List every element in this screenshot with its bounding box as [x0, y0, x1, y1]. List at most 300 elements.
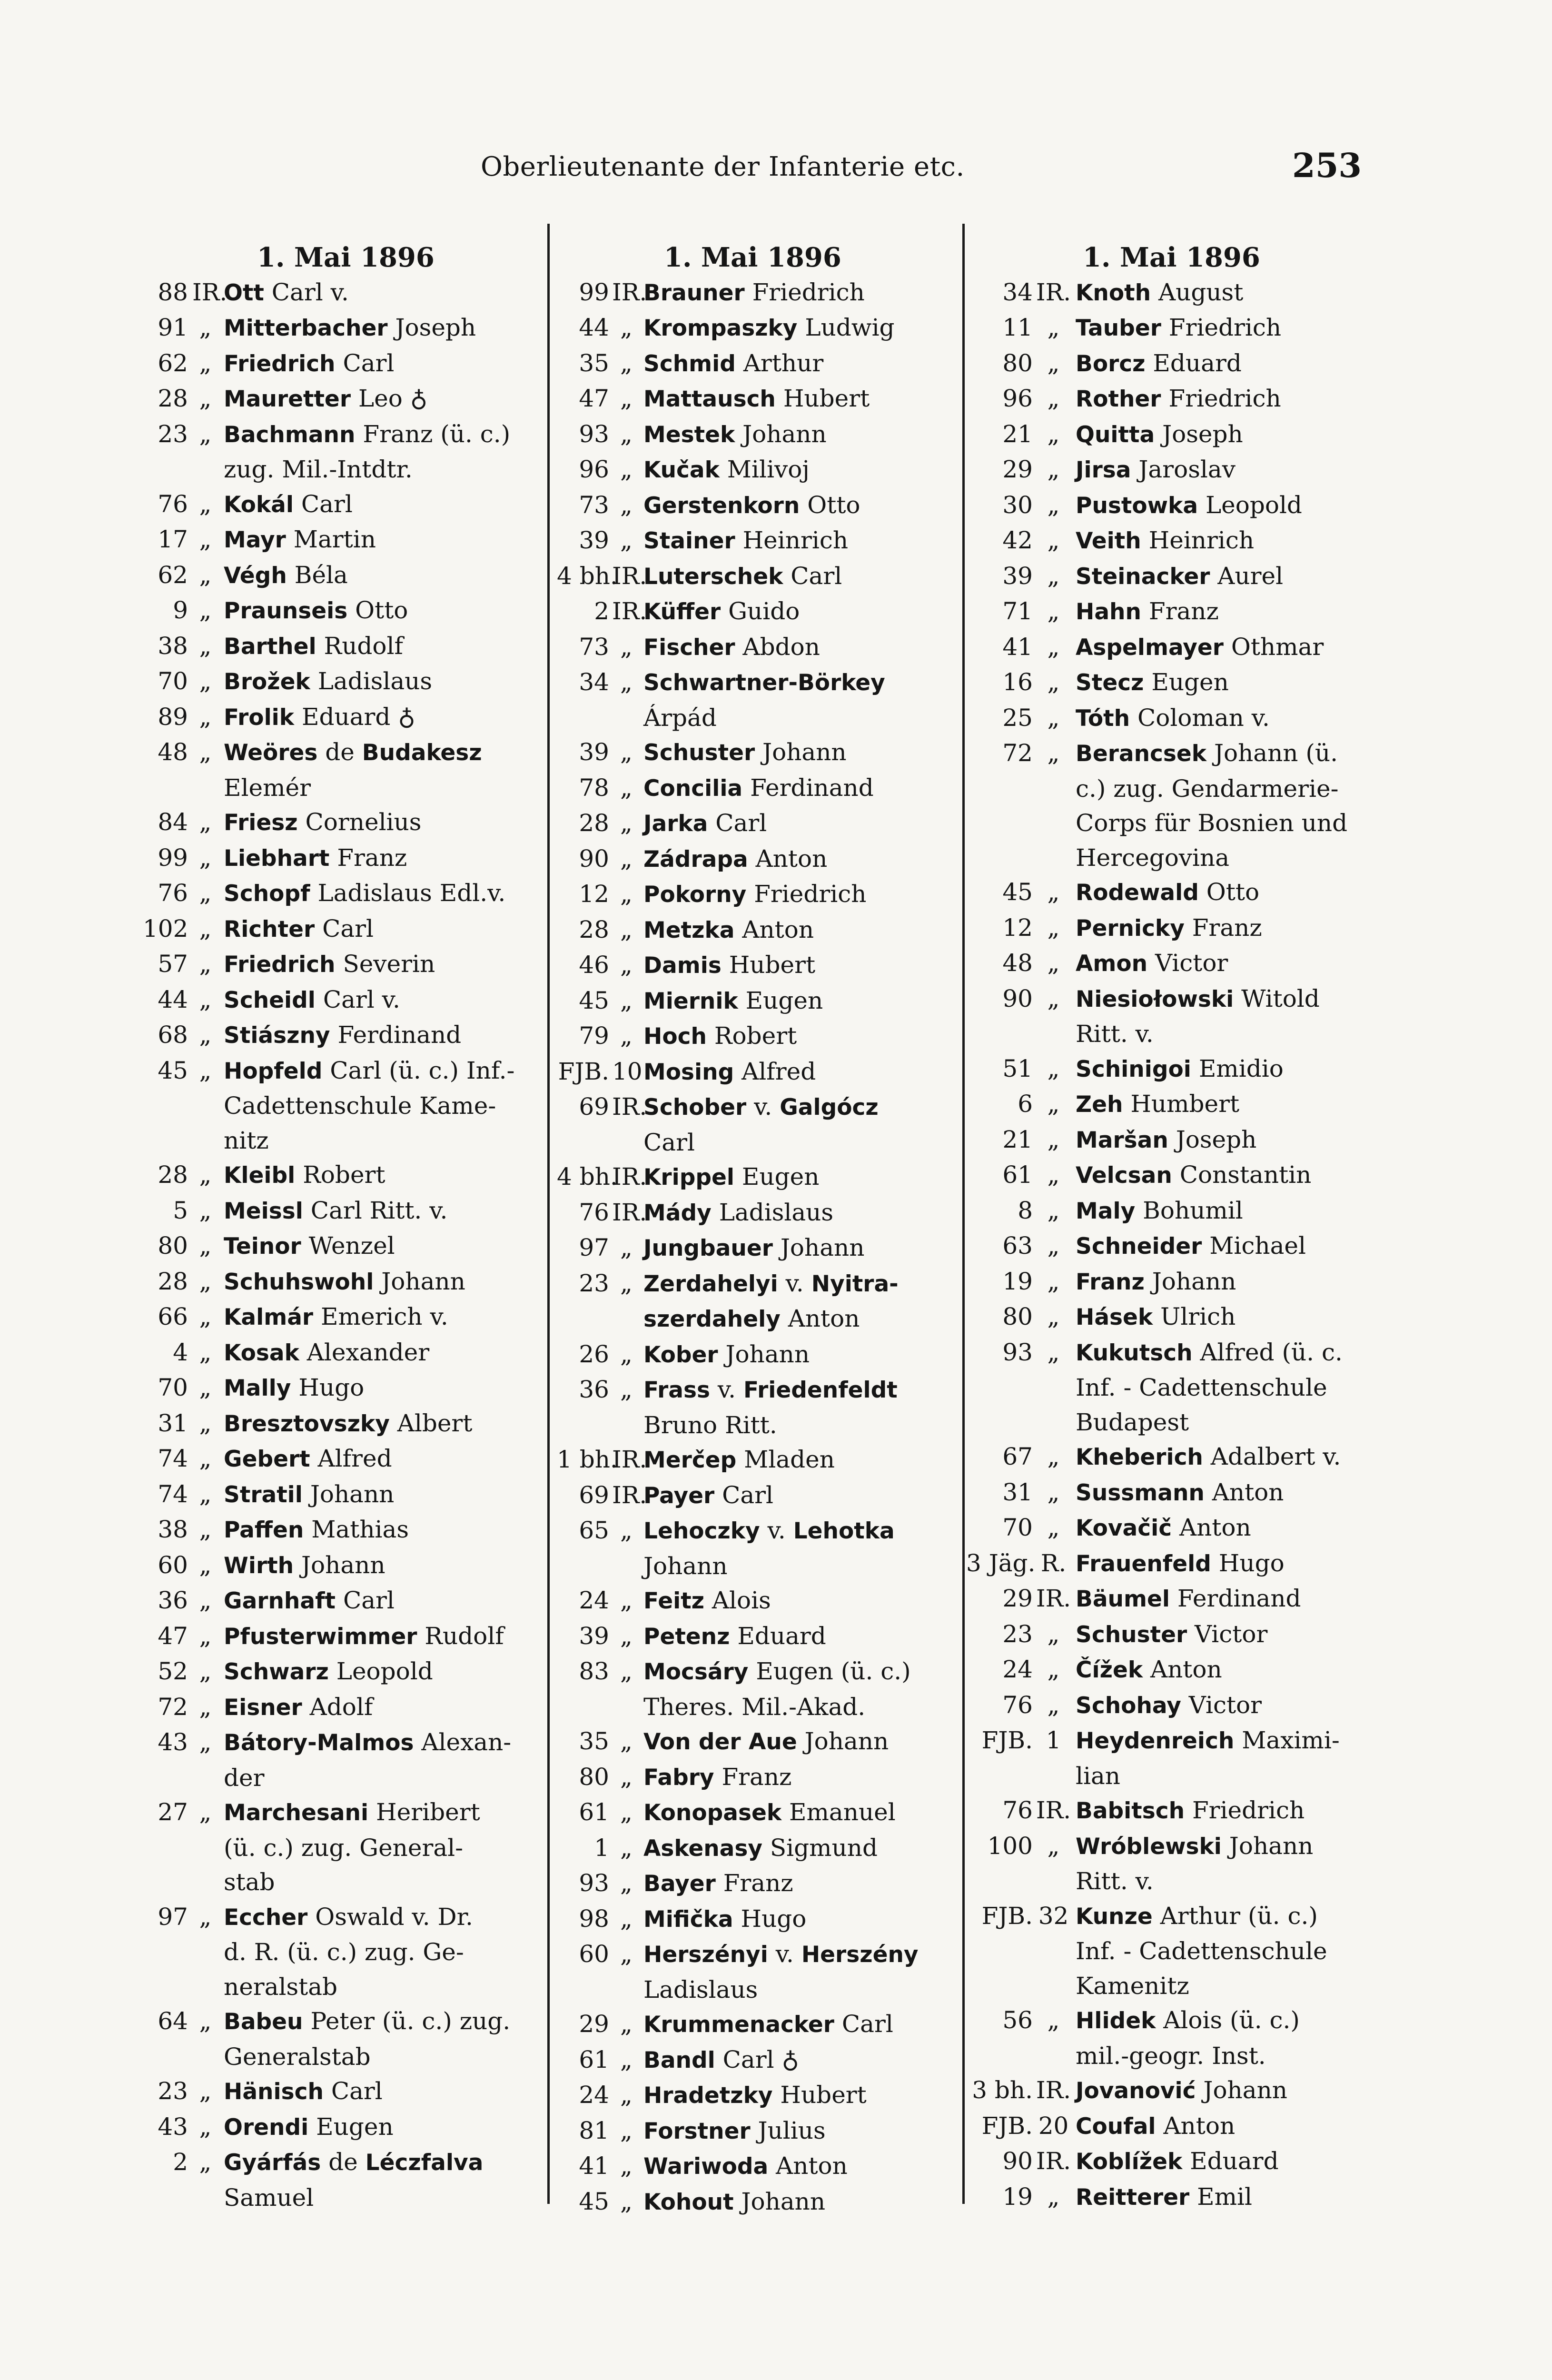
name-line: [224, 1299, 533, 1335]
officer-entry: [966, 310, 1361, 346]
given-name: Franz: [1192, 913, 1262, 942]
name-line: [1076, 1087, 1361, 1122]
surname: Askenasy: [643, 1835, 763, 1862]
officer-entry: [966, 982, 1361, 1051]
surname: Weöres: [224, 740, 318, 766]
unit-abbrev: „: [1047, 1232, 1060, 1259]
regiment-number: 38: [158, 1516, 188, 1543]
officer-entry: [143, 381, 533, 417]
officer-entry: [143, 1229, 533, 1264]
regiment-number: 30: [1002, 491, 1033, 519]
officer-entry: [557, 1795, 957, 1831]
officer-entry: [557, 2007, 957, 2043]
unit-abbrev: „: [620, 880, 633, 908]
unit-abbrev: „: [199, 1728, 212, 1756]
name-line: [1076, 982, 1361, 1017]
surname: Maršan: [1076, 1127, 1168, 1153]
regiment-number: FJB.: [981, 2112, 1033, 2140]
given-name: Peter (ü. c.) zug.: [310, 2007, 511, 2035]
officer-entry: [966, 1335, 1361, 1440]
unit-abbrev: „: [620, 915, 633, 943]
unit-abbrev: „: [620, 633, 633, 661]
surname: Scheidl: [224, 987, 316, 1013]
regiment-number: 97: [158, 1903, 188, 1931]
unit-abbrev: „: [620, 314, 633, 341]
officer-entry: [143, 1477, 533, 1513]
name-line: [224, 947, 533, 982]
continuation-line: Generalstab: [224, 2043, 371, 2071]
officer-entry: [143, 1795, 533, 1900]
regiment-number: 48: [158, 738, 188, 766]
given-name: Johann: [762, 738, 847, 766]
regiment-number: 43: [158, 2112, 188, 2141]
given-name: Ferdinand: [1177, 1585, 1301, 1612]
officer-entry: [557, 1090, 957, 1160]
continuation-line: Carl: [643, 1128, 695, 1156]
given-name: Robert: [714, 1022, 797, 1050]
officer-entry: [143, 876, 533, 912]
officer-entry: [557, 630, 957, 665]
officer-entry: [143, 417, 533, 487]
officer-entry: [557, 1619, 957, 1655]
regiment-number: 42: [1002, 526, 1033, 554]
given-name: Alois (ü. c.): [1163, 2006, 1300, 2034]
surname: Rodewald: [1076, 880, 1199, 906]
officer-entry: [557, 1937, 957, 2007]
officer-entry: [557, 1442, 957, 1478]
unit-abbrev: „: [620, 420, 633, 448]
officer-entry: [143, 487, 533, 523]
officer-entry: [557, 275, 957, 311]
regiment-number: FJB.: [981, 1902, 1033, 1930]
surname: Friesz: [224, 810, 298, 836]
surname: Concilia: [643, 775, 743, 802]
name-line: [643, 1478, 957, 1514]
surname: Mayr: [224, 527, 286, 553]
column-divider: [547, 224, 550, 2204]
officer-entry: [966, 275, 1361, 311]
unit-abbrev: „: [1047, 1514, 1060, 1541]
officer-entry: [966, 1193, 1361, 1229]
officer-entry: [966, 1617, 1361, 1653]
unit-abbrev: „: [1047, 704, 1060, 732]
surname: Hahn: [1076, 599, 1141, 625]
given-name: Ladislaus: [317, 667, 433, 695]
regiment-number: 70: [158, 667, 188, 695]
name-line: [643, 735, 957, 771]
continuation-line: Inf. - Cadettenschule: [1076, 1937, 1327, 1965]
regiment-number: 69: [579, 1093, 609, 1121]
surname: Mauretter: [224, 386, 351, 412]
unit-abbrev: „: [1047, 1656, 1060, 1683]
given-name: August: [1158, 278, 1244, 306]
regiment-number: 80: [158, 1232, 188, 1259]
officer-list: [966, 275, 1361, 2215]
unit-abbrev: „: [620, 668, 633, 696]
given-name: Bohumil: [1143, 1196, 1243, 1224]
given-name: Anton: [742, 915, 814, 943]
unit-abbrev: IR.: [1036, 2076, 1071, 2104]
regiment-number: 78: [579, 774, 609, 802]
officer-entry: [557, 1160, 957, 1195]
regiment-number: 29: [1002, 456, 1033, 483]
name-line: [224, 1619, 533, 1655]
unit-abbrev: „: [199, 1798, 212, 1826]
unit-abbrev: IR.: [1036, 1585, 1071, 1612]
unit-abbrev: „: [1047, 491, 1060, 519]
name-line: [643, 806, 957, 842]
given-name: Anton: [1150, 1656, 1222, 1683]
surname: Jirsa: [1076, 457, 1131, 483]
surname: Kučak: [643, 457, 720, 483]
officer-entry: [557, 523, 957, 559]
name-line: [643, 523, 957, 559]
regiment-number: 28: [158, 1161, 188, 1189]
surname: Kokál: [224, 491, 294, 518]
continuation-line: Kamenitz: [1076, 1972, 1189, 2000]
name-line: [224, 2145, 533, 2181]
name-line: [224, 982, 533, 1018]
unit-abbrev: „: [620, 1269, 633, 1297]
name-line: [643, 1513, 957, 1549]
surname: Von der Aue: [643, 1729, 797, 1755]
officer-entry: [557, 381, 957, 417]
column-divider: [962, 224, 965, 2204]
regiment-number: 24: [579, 2081, 609, 2109]
name-line: [1076, 2180, 1361, 2215]
surname-part: Lehotka: [793, 1518, 895, 1544]
surname: Miernik: [643, 988, 738, 1014]
unit-abbrev: „: [1047, 597, 1060, 625]
given-name: Eduard: [737, 1622, 826, 1650]
column-right: [966, 240, 1361, 2215]
regiment-number: 8: [1018, 1196, 1033, 1224]
given-name: v.: [767, 1517, 786, 1544]
regiment-number: 61: [579, 1798, 609, 1826]
given-name: Carl Ritt. v.: [310, 1196, 448, 1224]
surname: Hásek: [1076, 1304, 1153, 1330]
regiment-number: 90: [1002, 984, 1033, 1012]
unit-abbrev: „: [199, 879, 212, 907]
surname: Stiászny: [224, 1022, 330, 1049]
given-name: Carl: [722, 1481, 774, 1509]
surname: Schuster: [643, 740, 755, 766]
officer-entry: [966, 381, 1361, 417]
surname: Eccher: [224, 1904, 308, 1931]
regiment-number: 62: [158, 561, 188, 589]
unit-abbrev: „: [620, 1798, 633, 1826]
continuation-line: nitz: [224, 1126, 269, 1154]
surname: Mattausch: [643, 386, 776, 412]
officer-entry: [143, 1619, 533, 1655]
name-line: [1076, 417, 1361, 453]
surname-part: Friedenfeldt: [743, 1377, 898, 1403]
regiment-number: 35: [579, 349, 609, 377]
column-heading: 1. Mai 1896: [1083, 242, 1260, 273]
name-line: [224, 1406, 533, 1442]
unit-abbrev: „: [620, 2081, 633, 2109]
officer-entry: [143, 735, 533, 805]
given-name: Otto: [355, 596, 408, 624]
surname: Krippel: [643, 1164, 734, 1190]
given-name: Anton: [1212, 1478, 1284, 1506]
officer-entry: [966, 911, 1361, 946]
name-line: [224, 522, 533, 558]
given-name: Constantin: [1179, 1161, 1312, 1189]
name-line: [224, 735, 533, 771]
regiment-number: 93: [579, 420, 609, 448]
name-line: [1076, 875, 1361, 911]
name-line: [224, 1725, 533, 1761]
officer-entry: [557, 1724, 957, 1760]
officer-entry: [557, 2184, 957, 2220]
name-line: [643, 1337, 957, 1373]
regiment-number: 38: [158, 632, 188, 660]
officer-entry: [143, 1725, 533, 1795]
given-name: v.: [785, 1269, 804, 1297]
surname: Praunseis: [224, 598, 348, 624]
surname: Metzka: [643, 917, 735, 943]
continuation-line: szerdahely Anton: [643, 1305, 860, 1332]
continuation-line: Budapest: [1076, 1408, 1189, 1436]
unit-abbrev: „: [620, 1763, 633, 1791]
name-line: [1076, 1229, 1361, 1264]
name-line: [643, 1654, 957, 1690]
surname: Kheberich: [1076, 1444, 1203, 1470]
regiment-number: 99: [158, 843, 188, 872]
officer-entry: [557, 1372, 957, 1442]
officer-entry: [143, 1018, 533, 1053]
name-line: [224, 1053, 533, 1089]
regiment-number: 79: [579, 1022, 609, 1050]
name-line: [224, 1229, 533, 1264]
officer-entry: [557, 1195, 957, 1231]
unit-abbrev: „: [1047, 1478, 1060, 1506]
given-name: Carl: [322, 914, 374, 942]
given-name: Victor: [1195, 1620, 1268, 1648]
surname: Teinor: [224, 1233, 301, 1259]
name-line: [1076, 488, 1361, 524]
given-name: Franz (ü. c.): [363, 420, 511, 448]
given-name: Heinrich: [742, 526, 849, 554]
surname: Hänisch: [224, 2079, 324, 2105]
unit-abbrev: „: [199, 1374, 212, 1401]
officer-entry: [966, 1510, 1361, 1546]
surname: Berancsek: [1076, 741, 1207, 767]
regiment-number: 62: [158, 349, 188, 377]
name-line: [643, 1831, 957, 1866]
officer-entry: [143, 1583, 533, 1619]
officer-entry: [966, 1299, 1361, 1335]
given-name: Anton: [1163, 2112, 1236, 2140]
unit-abbrev: IR.: [192, 278, 227, 306]
unit-abbrev: „: [1047, 1161, 1060, 1189]
surname: Kukutsch: [1076, 1339, 1193, 1366]
officer-entry: [143, 1335, 533, 1371]
name-line: [643, 1724, 957, 1760]
unit-abbrev: „: [620, 2116, 633, 2144]
name-line: [224, 1795, 533, 1831]
given-name: Alfred (ü. c.: [1200, 1338, 1343, 1366]
name-line: [1076, 1546, 1361, 1582]
name-line: [643, 948, 957, 983]
officer-entry: [557, 1266, 957, 1337]
given-name: Wenzel: [308, 1232, 395, 1259]
regiment-number: 63: [1002, 1232, 1033, 1259]
unit-abbrev: „: [199, 1551, 212, 1579]
name-line: [1076, 559, 1361, 595]
surname: Frauenfeld: [1076, 1550, 1211, 1577]
regiment-number: 1: [594, 1834, 609, 1862]
regiment-number: 102: [143, 914, 188, 942]
name-line: [1076, 1829, 1361, 1864]
surname: Wirth: [224, 1552, 294, 1579]
given-name: Arthur (ü. c.): [1160, 1902, 1318, 1930]
surname: Stecz: [1076, 670, 1144, 696]
name-line: [1076, 1051, 1361, 1087]
name-line: [643, 1795, 957, 1831]
name-line: [643, 2184, 957, 2220]
name-line: [1076, 523, 1361, 559]
surname: Petenz: [643, 1623, 730, 1650]
unit-abbrev: „: [1047, 633, 1060, 661]
regiment-number: 96: [579, 456, 609, 483]
name-line: [224, 912, 533, 947]
name-line: [1076, 346, 1361, 382]
unit-abbrev: „: [620, 1234, 633, 1261]
name-line: [1076, 1158, 1361, 1193]
officer-entry: [557, 2078, 957, 2113]
surname: Schuster: [1076, 1621, 1187, 1648]
regiment-number: 44: [579, 314, 609, 341]
regiment-number: 57: [158, 950, 188, 978]
officer-entry: [557, 912, 957, 948]
running-head: Oberlieutenante der Infanterie etc.: [481, 151, 965, 182]
unit-abbrev: „: [199, 1021, 212, 1049]
surname: Eisner: [224, 1694, 302, 1721]
unit-abbrev: „: [199, 632, 212, 660]
given-name: Eugen (ü. c.): [756, 1657, 911, 1685]
surname: Wariwoda: [643, 2153, 769, 2180]
officer-entry: [143, 1299, 533, 1335]
officer-entry: [557, 1654, 957, 1724]
surname: Jungbauer: [643, 1235, 773, 1261]
regiment-number: 69: [579, 1481, 609, 1509]
officer-entry: [966, 1051, 1361, 1087]
officer-entry: [966, 1475, 1361, 1511]
given-name: Maximi-: [1242, 1726, 1340, 1754]
surname: Liebhart: [224, 845, 330, 872]
unit-abbrev: „: [620, 986, 633, 1014]
given-name: Carl: [343, 1587, 395, 1614]
name-line: [1076, 1510, 1361, 1546]
unit-abbrev: R.: [1040, 1549, 1067, 1577]
given-name: v.: [717, 1376, 736, 1403]
continuation-line: Bruno Ritt.: [643, 1411, 777, 1439]
officer-entry: [143, 1158, 533, 1193]
surname: Schopf: [224, 881, 310, 907]
name-line: [1076, 1581, 1361, 1617]
name-line: [643, 842, 957, 877]
given-name: Hubert: [729, 951, 816, 979]
officer-entry: [966, 875, 1361, 911]
name-line: [224, 1583, 533, 1619]
unit-abbrev: „: [1047, 2006, 1060, 2034]
officer-entry: [557, 1513, 957, 1583]
name-line: [1076, 1688, 1361, 1724]
given-name: Carl v.: [323, 985, 400, 1013]
regiment-number: 98: [579, 1904, 609, 1933]
surname: Payer: [643, 1482, 715, 1509]
officer-entry: [557, 1760, 957, 1795]
regiment-number: 90: [1002, 2147, 1033, 2175]
unit-abbrev: „: [199, 808, 212, 836]
unit-abbrev: „: [199, 950, 212, 978]
officer-entry: [557, 1019, 957, 1054]
regiment-number: 45: [1002, 878, 1033, 906]
officer-entry: [557, 310, 957, 346]
given-name: Cornelius: [305, 808, 422, 836]
surname: Jovanović: [1076, 2078, 1196, 2104]
surname: Kober: [643, 1341, 718, 1368]
surname-part: Galgócz: [780, 1094, 879, 1121]
surname: Kosak: [224, 1339, 299, 1366]
name-line: [643, 665, 957, 701]
surname: Babeu: [224, 2009, 303, 2035]
unit-abbrev: IR.: [612, 1163, 647, 1190]
unit-abbrev: „: [620, 1340, 633, 1368]
unit-abbrev: „: [199, 1622, 212, 1650]
name-line: [1076, 1193, 1361, 1229]
officer-entry: [557, 488, 957, 524]
regiment-number: 16: [1002, 668, 1033, 696]
name-line: [1076, 2003, 1361, 2039]
given-name: Mladen: [744, 1446, 835, 1473]
surname: Mally: [224, 1375, 291, 1401]
officer-entry: [966, 523, 1361, 559]
regiment-number: 73: [579, 491, 609, 519]
officer-entry: [557, 948, 957, 983]
regiment-number: 23: [158, 2077, 188, 2105]
unit-abbrev: „: [620, 1022, 633, 1050]
surname: Frass: [643, 1377, 710, 1403]
given-name: Franz: [722, 1763, 792, 1791]
regiment-number: 81: [579, 2116, 609, 2144]
continuation-line: Samuel: [224, 2183, 314, 2211]
given-name: Johann (ü.: [1214, 739, 1338, 767]
surname: Aspelmayer: [1076, 634, 1224, 661]
given-name: Carl: [301, 490, 353, 518]
name-line: [643, 1230, 957, 1266]
regiment-number: 61: [1002, 1161, 1033, 1189]
surname: Steinacker: [1076, 563, 1210, 590]
regiment-number: 28: [579, 915, 609, 943]
surname: Mitterbacher: [224, 315, 388, 341]
name-line: [224, 1264, 533, 1300]
regiment-number: 88: [158, 278, 188, 306]
given-name: Eduard: [1190, 2147, 1279, 2175]
unit-abbrev: „: [199, 667, 212, 695]
officer-entry: [966, 1793, 1361, 1829]
unit-abbrev: „: [1047, 1054, 1060, 1082]
unit-abbrev: IR.: [612, 1446, 647, 1473]
surname: Reitterer: [1076, 2184, 1190, 2211]
column-middle: [557, 240, 957, 2220]
surname: Gyárfás: [224, 2150, 321, 2176]
given-name: Franz: [1148, 597, 1219, 625]
officer-entry: [143, 275, 533, 311]
given-name: Rudolf: [324, 632, 404, 660]
